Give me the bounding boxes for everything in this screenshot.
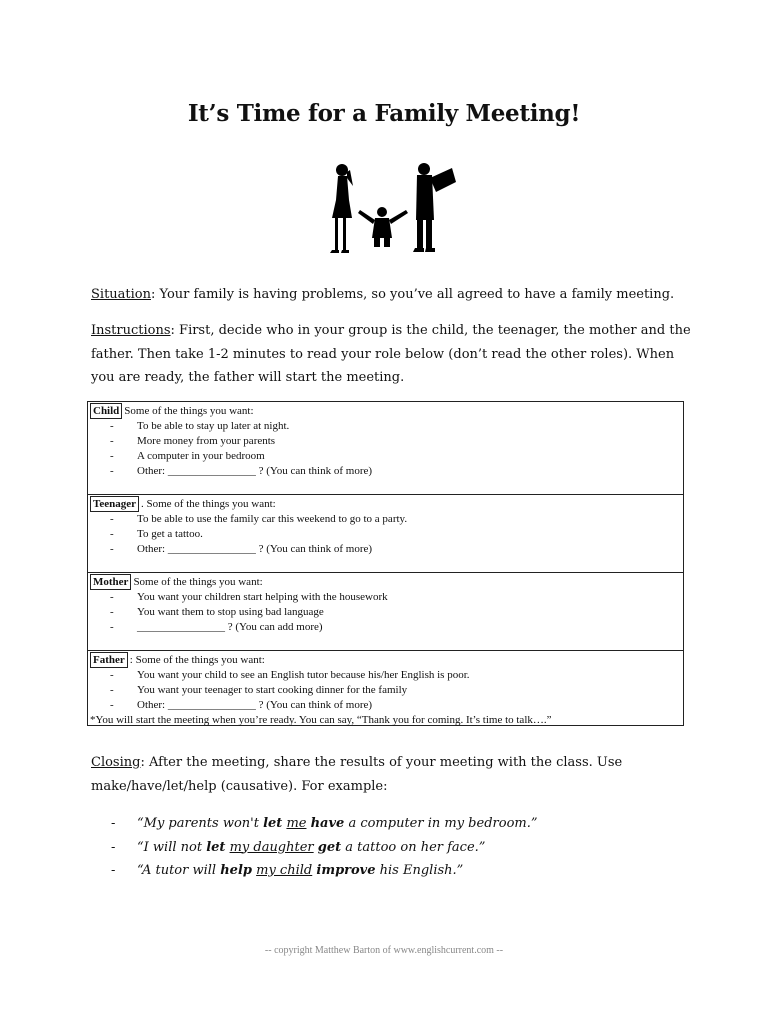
role-item: - More money from your parents xyxy=(110,435,276,447)
role-tag-teenager: Teenager xyxy=(90,496,139,512)
role-item: - You want your teenager to start cooking dinner for the family xyxy=(110,684,408,696)
role-item: - Other: ________________ ? (You can think of more) xyxy=(110,543,373,555)
role-tag-mother: Mother xyxy=(90,574,131,590)
role-item: - Other: ________________ ? (You can think of more) xyxy=(110,465,373,477)
example-item: - “My parents won't let me have a computer in my bedroom.” xyxy=(111,816,538,831)
role-item: - Other: ________________ ? (You can think of more) xyxy=(110,699,373,711)
situation-label: Situation xyxy=(91,287,151,302)
role-item: - You want them to stop using bad language xyxy=(110,606,324,618)
instructions-label: Instructions xyxy=(91,323,171,338)
role-item: - A computer in your bedroom xyxy=(110,450,265,462)
role-item: - You want your children start helping with the housework xyxy=(110,591,388,603)
role-intro: Some of the things you want: xyxy=(124,405,254,417)
instructions-paragraph xyxy=(91,319,691,390)
role-father xyxy=(88,650,683,726)
example-item: - “I will not let my daughter get a tattoo on her face.” xyxy=(111,839,486,855)
example-item: - “A tutor will help my child improve his English.” xyxy=(111,863,464,878)
role-intro: Some of the things you want: xyxy=(133,576,263,588)
role-child xyxy=(88,402,683,494)
closing-text: : After the meeting, share the results of your meeting with the class. Use make/have/let/help (causative). For example: xyxy=(91,755,623,794)
roles-table xyxy=(87,401,684,726)
closing-paragraph xyxy=(91,751,691,798)
role-item: - You want your child to see an English tutor because his/her English is poor. xyxy=(110,669,470,681)
role-intro: : Some of the things you want: xyxy=(129,654,265,666)
role-tag-child: Child xyxy=(90,403,122,419)
father-note: *You will start the meeting when you’re ready. You can say, “Thank you for coming. It’s time to talk….” xyxy=(90,714,552,726)
role-mother xyxy=(88,572,683,650)
role-item: - To be able to use the family car this weekend to go to a party. xyxy=(110,513,408,525)
family-silhouette-icon xyxy=(320,160,470,255)
instructions-text: : First, decide who in your group is the child, the teenager, the mother and the father. Then take 1-2 minutes to read your role below (don’t read the other roles). When you are ready, the father will start the meeting. xyxy=(91,323,691,385)
role-item: - To get a tattoo. xyxy=(110,528,203,540)
situation-paragraph xyxy=(91,283,691,307)
role-item: - ________________ ? (You can add more) xyxy=(110,621,323,633)
role-item: - To be able to stay up later at night. xyxy=(110,420,290,432)
role-tag-father: Father xyxy=(90,652,128,668)
role-teenager xyxy=(88,494,683,572)
examples-list xyxy=(111,812,671,883)
situation-text: : Your family is having problems, so you’ve all agreed to have a family meeting. xyxy=(151,287,675,302)
copyright-footer: -- copyright Matthew Barton of www.englishcurrent.com -- xyxy=(264,945,504,956)
closing-label: Closing xyxy=(91,755,141,770)
page-title: It’s Time for a Family Meeting! xyxy=(187,100,581,127)
role-intro: . Some of the things you want: xyxy=(140,498,276,510)
